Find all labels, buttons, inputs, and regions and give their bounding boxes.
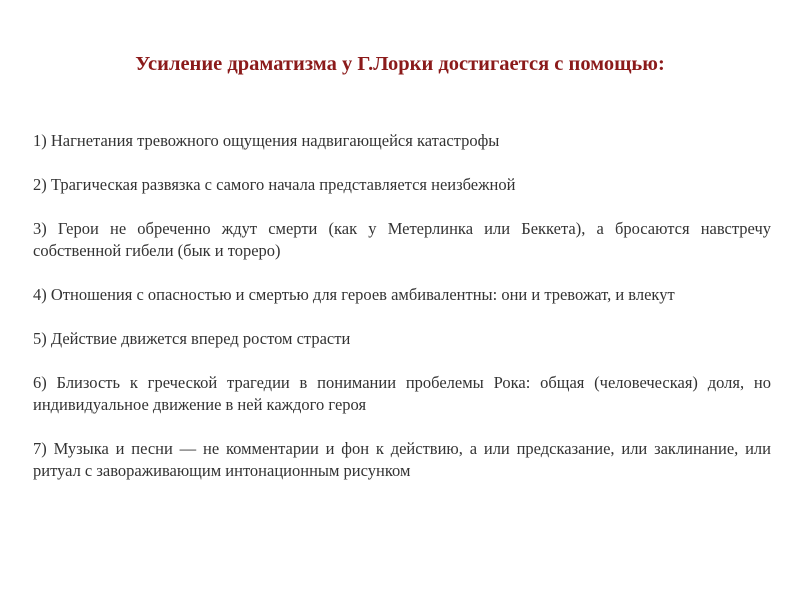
list-item: 4) Отношения с опасностью и смертью для героев амбивалентны: они и тревожат, и влекут bbox=[33, 285, 675, 304]
list-item: 1) Нагнетания тревожного ощущения надвигающейся катастрофы bbox=[33, 131, 500, 150]
list-item: 2) Трагическая развязка с самого начала представляется неизбежной bbox=[33, 175, 516, 194]
list-item: 7) Музыка и песни — не комментарии и фон к действию, а или предсказание, или заклинание, или ритуал с завораживающим интонационным рисунком bbox=[33, 439, 771, 480]
list-item: 3) Герои не обреченно ждут смерти (как у Метерлинка или Беккета), а бросаются навстречу собственной гибели (бык и тореро) bbox=[33, 219, 771, 260]
item-list bbox=[33, 130, 771, 504]
list-item: 6) Близость к греческой трагедии в понимании пробелемы Рока: общая (человеческая) доля, но индивидуальное движение в ней каждого героя bbox=[33, 373, 771, 414]
slide-title: Усиление драматизма у Г.Лорки достигается с помощью: bbox=[135, 53, 665, 75]
list-item: 5) Действие движется вперед ростом страсти bbox=[33, 329, 351, 348]
